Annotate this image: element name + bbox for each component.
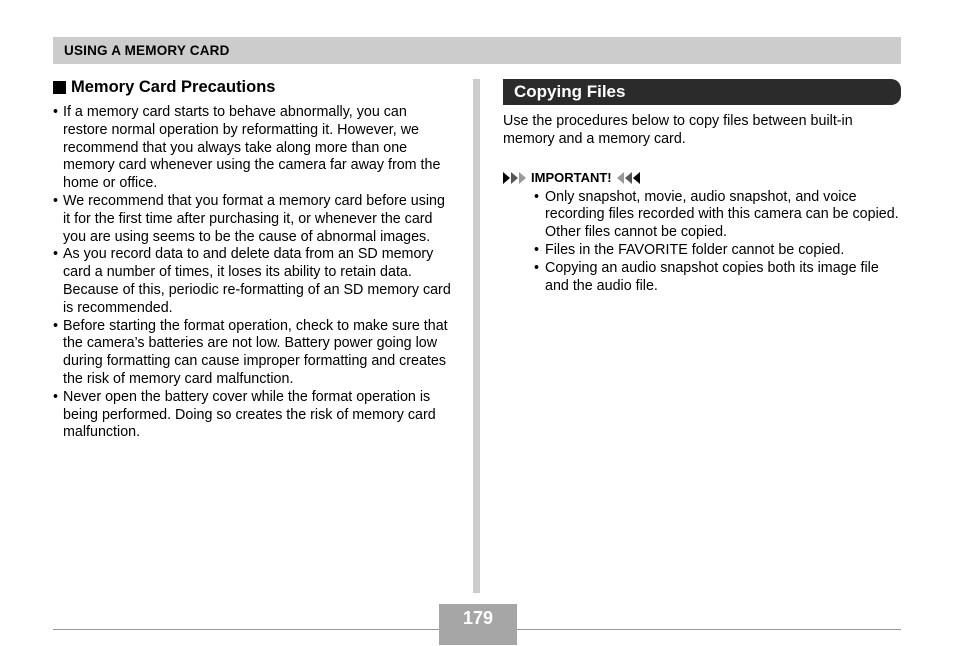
list-item: • We recommend that you format a memory card before using it for the first time after purchasing it, or whenever the card you are using seems to be the cause of abnormal images.: [53, 193, 453, 246]
right-column: [503, 79, 903, 295]
precautions-heading-text: Memory Card Precautions: [71, 78, 276, 96]
list-item: • If a memory card starts to behave abnormally, you can restore normal operation by reformatting it. However, we recommend that you always take along more than one memory card whenever using the camera far away from the home or office.: [53, 104, 453, 193]
list-item: • Only snapshot, movie, audio snapshot, and voice recording files recorded with this camera can be copied. Other files cannot be copied.: [534, 189, 903, 242]
copying-intro: Use the procedures below to copy files between built-in memory and a memory card.: [503, 113, 853, 147]
list-item: • As you record data to and delete data from an SD memory card a number of times, it loses its ability to retain data. Because of this, periodic re-formatting of an SD memory card is recommended.: [53, 246, 453, 317]
column-divider: [473, 79, 480, 593]
triple-arrow-right-icon: [503, 172, 527, 184]
copying-files-title: Copying Files: [503, 79, 901, 105]
important-list: [534, 189, 903, 296]
precautions-list: [53, 104, 453, 442]
square-icon: [53, 81, 66, 94]
list-item: • Never open the battery cover while the format operation is being performed. Doing so creates the risk of memory card malfunction.: [53, 389, 453, 442]
left-column: [53, 77, 453, 442]
section-header-bar: [53, 37, 901, 64]
precautions-heading: [53, 77, 453, 98]
page-number: 179: [439, 604, 517, 645]
list-item: • Files in the FAVORITE folder cannot be copied.: [534, 242, 903, 260]
important-label-text: IMPORTANT!: [531, 170, 612, 186]
triple-arrow-left-icon: [617, 172, 641, 184]
important-label: [503, 169, 903, 187]
list-item: • Before starting the format operation, check to make sure that the camera’s batteries are not low. Battery power going low during formatting can cause improper formatting and creates the risk of memory card malfunction.: [53, 318, 453, 389]
list-item: • Copying an audio snapshot copies both its image file and the audio file.: [534, 260, 903, 296]
section-header-title: USING A MEMORY CARD: [64, 43, 230, 58]
